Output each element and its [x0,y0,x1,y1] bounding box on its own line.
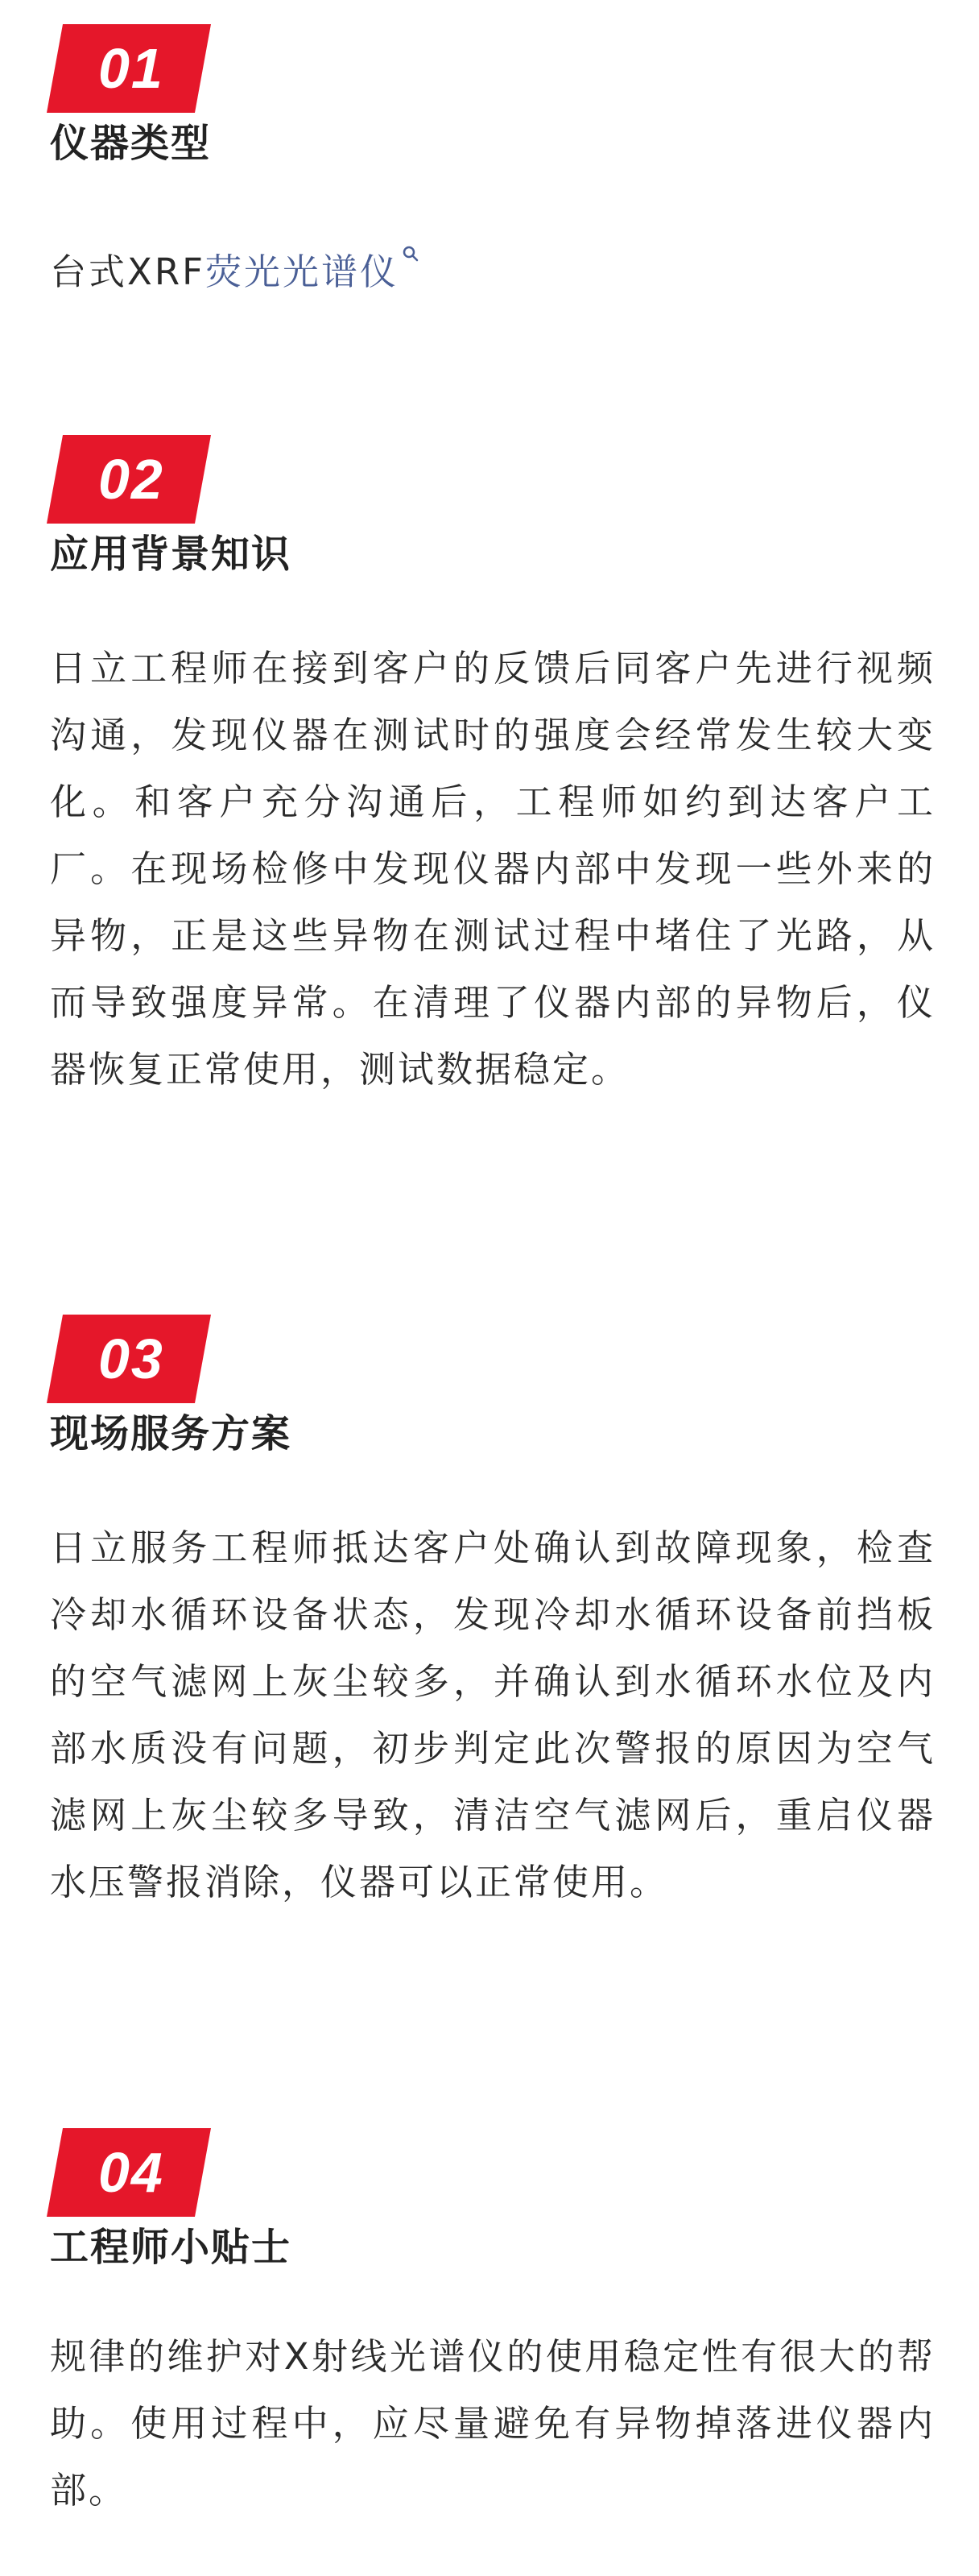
section-title: 应用背景知识 [50,532,292,577]
section-instrument-type [50,24,936,305]
section-title: 现场服务方案 [50,1411,292,1456]
section-onsite-service-plan [50,1315,936,1915]
section-body: 规律的维护对X射线光谱仪的使用稳定性有很大的帮助。使用过程中，应尽量避免有异物掉落进仪器内部。 [50,2335,936,2512]
section-body: 日立服务工程师抵达客户处确认到故障现象，检查冷却水循环设备状态，发现冷却水循环设备前挡板的空气滤网上灰尘较多，并确认到水循环水位及内部水质没有问题，初步判定此次警报的原因为空气滤网上灰尘较多导致，清洁空气滤网后，重启仪器水压警报消除，仪器可以正常使用。 [50,1526,936,1903]
section-number: 04 [98,2141,164,2204]
section-engineer-tips [50,2128,936,2524]
section-title: 工程师小贴士 [50,2225,292,2270]
section-number-badge [47,1315,211,1403]
section-number: 01 [98,37,164,100]
section-number: 03 [98,1327,164,1390]
section-number-badge [47,2128,211,2217]
section-number-badge [47,24,211,113]
section-body: 日立工程师在接到客户的反馈后同客户先进行视频沟通，发现仪器在测试时的强度会经常发生较大变化。和客户充分沟通后，工程师如约到达客户工厂。在现场检修中发现仪器内部中发现一些外来的异物，正是这些异物在测试过程中堵住了光路，从而导致强度异常。在清理了仪器内部的异物后，仪器恢复正常使用，测试数据稳定。 [50,647,936,1091]
search-icon[interactable] [402,245,419,263]
section-title: 仪器类型 [50,121,212,166]
search-link[interactable]: 荧光光谱仪 [204,251,399,293]
section-body [50,238,936,305]
body-text: 台式XRF [50,251,205,293]
section-number: 02 [98,448,164,511]
section-background-knowledge [50,435,936,1103]
section-number-badge [47,435,211,524]
